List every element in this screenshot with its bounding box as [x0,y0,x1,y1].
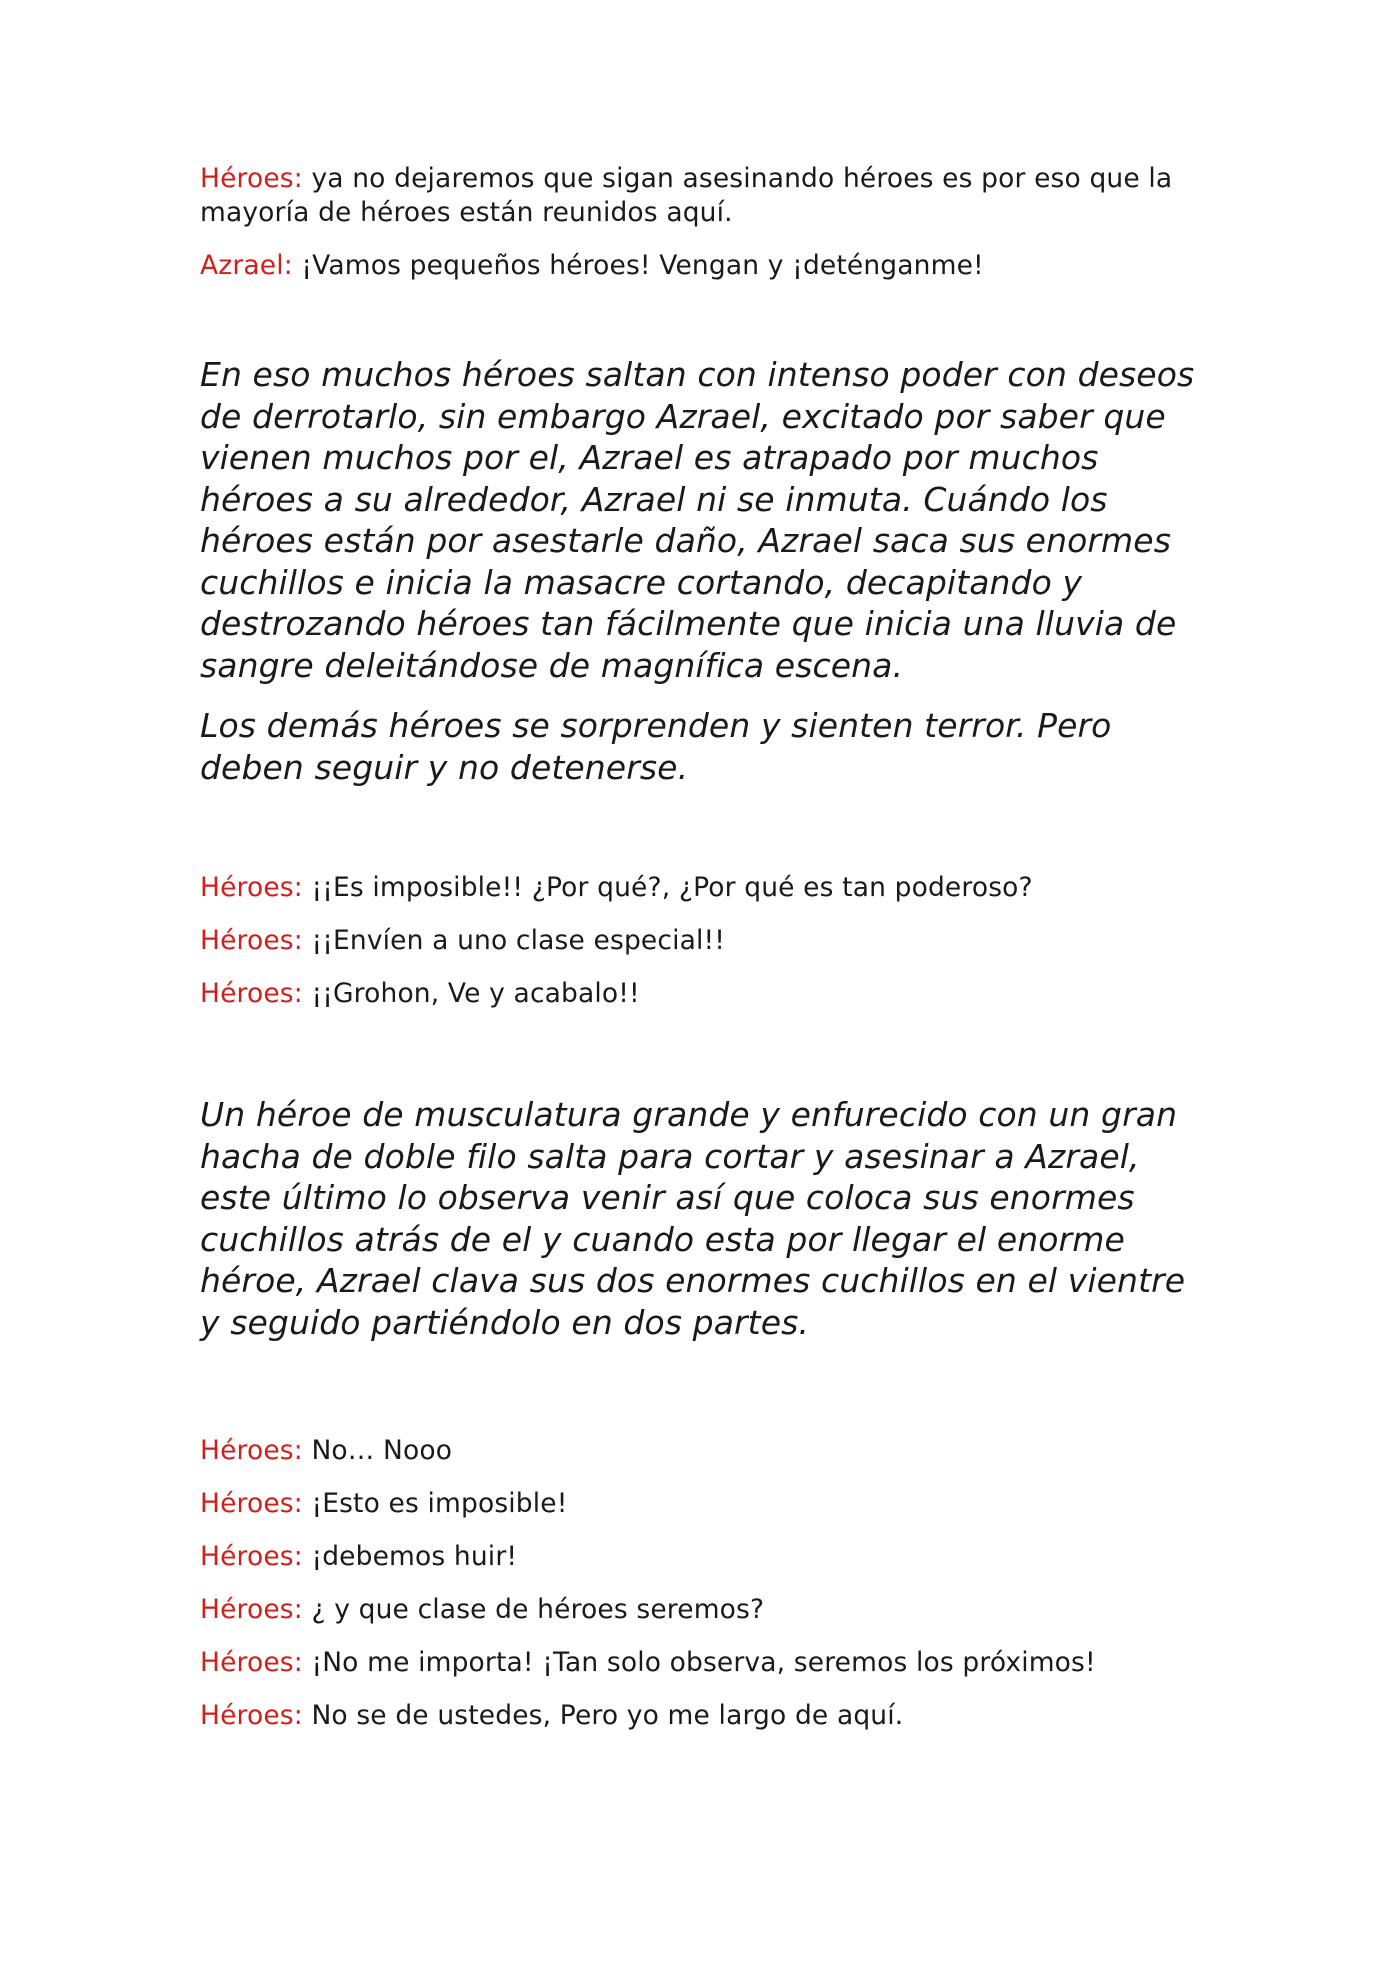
dialogue-line [200,977,1200,1011]
speaker-name: Héroes: [200,925,303,956]
dialogue-line [200,1434,1200,1468]
dialogue-text: ¡¡Grohon, Ve y acabalo!! [311,978,640,1009]
dialogue-text: ¡No me importa! ¡Tan solo observa, seremos los próximos! [311,1647,1096,1678]
speaker-name: Héroes: [200,1435,303,1466]
dialogue-text: No se de ustedes, Pero yo me largo de aquí. [311,1700,904,1731]
dialogue-line [200,162,1200,230]
speaker-name: Héroes: [200,1647,303,1678]
dialogue-text: No… Nooo [311,1435,453,1466]
speaker-name: Héroes: [200,1541,303,1572]
paragraph-spacer [200,1362,1200,1434]
dialogue-line [200,1699,1200,1733]
dialogue-line [200,1593,1200,1627]
speaker-name: Azrael: [200,250,293,281]
paragraph-spacer [200,302,1200,354]
dialogue-text: ¡Esto es imposible! [311,1488,568,1519]
narration-paragraph: Un héroe de musculatura grande y enfurecido con un gran hacha de doble filo salta para cortar y asesinar a Azrael, este último lo observa venir así que coloca sus enormes cuchillos atrás de el y cuando esta por llegar el enorme héroe, Azrael clava sus dos enormes cuchillos en el vientre y seguido partiéndolo en dos partes. [200,1095,1186,1342]
dialogue-text: ¡debemos huir! [311,1541,518,1572]
dialogue-text: ¡¡Envíen a uno clase especial!! [311,925,726,956]
paragraph-spacer [200,1030,1200,1094]
document-page [200,162,1200,1752]
speaker-name: Héroes: [200,1594,303,1625]
paragraph-spacer [200,807,1200,871]
dialogue-text: ¡¡Es imposible!! ¿Por qué?, ¿Por qué es tan poderoso? [311,872,1033,903]
speaker-name: Héroes: [200,1700,303,1731]
dialogue-line [200,924,1200,958]
narration-paragraph: En eso muchos héroes saltan con intenso poder con deseos de derrotarlo, sin embargo Azrael, excitado por saber que vienen muchos por el, Azrael es atrapado por muchos héroes a su alrededor, Azrael ni se inmuta. Cuándo los héroes están por asestarle daño, Azrael saca sus enormes cuchillos e inicia la masacre cortando, decapitando y destrozando héroes tan fácilmente que inicia una lluvia de sangre deleitándose de magnífica escena. [200,355,1195,685]
speaker-name: Héroes: [200,1488,303,1519]
speaker-name: Héroes: [200,978,303,1009]
dialogue-line [200,871,1200,905]
speaker-name: Héroes: [200,872,303,903]
dialogue-text: ¿ y que clase de héroes seremos? [311,1594,765,1625]
dialogue-text: ya no dejaremos que sigan asesinando héroes es por eso que la mayoría de héroes están reunidos aquí. [200,163,1173,228]
dialogue-text: ¡Vamos pequeños héroes! Vengan y ¡deténganme! [301,250,984,281]
narration-paragraph: Los demás héroes se sorprenden y sienten terror. Pero deben seguir y no detenerse. [200,706,1112,787]
speaker-name: Héroes: [200,163,303,194]
dialogue-line [200,1646,1200,1680]
dialogue-line [200,249,1200,283]
dialogue-line [200,1487,1200,1521]
dialogue-line [200,1540,1200,1574]
